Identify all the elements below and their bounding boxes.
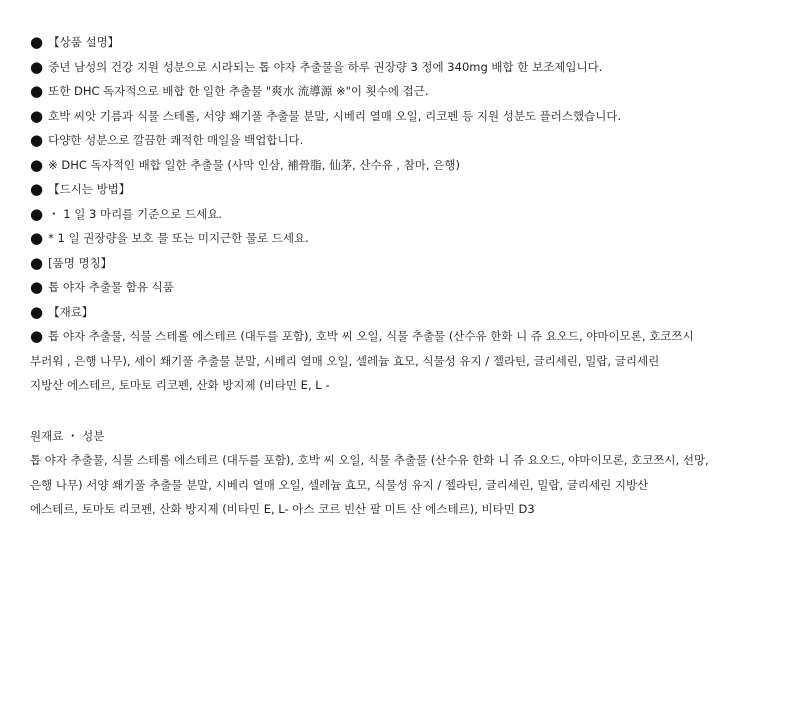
list-item — [30, 55, 770, 80]
list-item-text: 또한 DHC 독자적으로 배합 한 일한 추출물 "爽水 流導源 ※"이 횟수에 접근. — [48, 84, 429, 98]
bullet-icon: ● — [30, 155, 44, 174]
bullet-icon: ● — [30, 106, 44, 125]
ingredients-section — [30, 424, 770, 522]
list-item-text: 중년 남성의 건강 지원 성분으로 시라되는 톱 야자 추출물을 하루 권장량 3 정에 340mg 배합 한 보조제입니다. — [48, 59, 603, 74]
materials-line: 부러워 , 은행 나무), 세이 쐐기풀 추출물 분말, 시베리 열매 오일, 셀레늄 효모, 식물성 유지 / 젤라틴, 글리세린, 밀랍, 글리세린 — [30, 353, 660, 368]
bullet-icon: ● — [30, 131, 44, 149]
list-item-materials — [30, 324, 770, 349]
bullet-icon: ● — [30, 229, 44, 247]
bullet-icon: ● — [30, 57, 44, 76]
section-heading: [품명 명칭】 — [48, 255, 113, 270]
list-item-product-description-heading — [30, 30, 770, 55]
section-heading: 【상품 설명】 — [48, 35, 120, 49]
list-item — [30, 226, 770, 251]
bullet-icon: ● — [30, 302, 44, 321]
bullet-icon: ● — [30, 82, 44, 100]
list-item-text: 다양한 성분으로 깔끔한 쾌적한 매일을 백업합니다. — [48, 133, 304, 147]
list-item-materials-heading — [30, 300, 770, 325]
ingredients-body — [30, 448, 770, 522]
list-item-text: 호박 씨앗 기름과 식물 스테롤, 서양 쐐기풀 추출물 분말, 시베리 열매 오일, 리코펜 등 지원 성분도 플러스했습니다. — [48, 108, 622, 123]
list-item-text: ※ DHC 독자적인 배합 일한 추출물 (사막 인삼, 補骨脂, 仙茅, 산수유 , 참마, 은행) — [48, 157, 460, 172]
ingredients-line: 은행 나무) 서양 쐐기풀 추출물 분말, 시베리 열매 오일, 셀레늄 효모, 식물성 유지 / 젤라틴, 글리세린, 밀랍, 글리세린 지방산 — [30, 477, 649, 492]
bullet-icon: ● — [30, 327, 44, 345]
materials-text — [48, 324, 770, 349]
list-item-text: 톱 야자 추출물 함유 식품 — [48, 280, 174, 294]
list-item — [30, 104, 770, 129]
ingredients-line: 에스테르, 토마토 리코펜, 산화 방지제 (비타민 E, L- 아스 코르 빈산 팔 미트 산 에스테르), 비타민 D3 — [30, 502, 535, 516]
materials-line: 지방산 에스테르, 토마토 리코펜, 산화 방지제 (비타민 E, L - — [30, 378, 330, 392]
bullet-icon: ● — [30, 278, 44, 296]
list-item-text: * 1 일 권장량을 보호 물 또는 미지근한 물로 드세요. — [48, 231, 309, 245]
bullet-icon: ● — [30, 253, 44, 272]
product-info-list — [30, 30, 770, 349]
list-item — [30, 202, 770, 227]
section-heading: 【재료】 — [48, 304, 94, 319]
list-item-text: ・ 1 일 3 마리를 기준으로 드세요. — [48, 206, 223, 221]
bullet-icon: ● — [30, 180, 44, 198]
materials-line: 톱 야자 추출물, 식물 스테롤 에스테르 (대두를 포함), 호박 씨 오일, 식물 추출물 (산수유 한화 니 쥬 요오드, 야마이모론, 호코쯔시 — [48, 329, 694, 343]
bullet-icon: ● — [30, 33, 44, 51]
list-item — [30, 275, 770, 300]
list-item-directions-heading — [30, 177, 770, 202]
ingredients-line: 톱 야자 추출물, 식물 스테롤 에스테르 (대두를 포함), 호박 씨 오일, 식물 추출물 (산수유 한화 니 쥬 요오드, 야마이모론, 호코쯔시, 선망, — [30, 453, 709, 467]
materials-continuation — [30, 349, 770, 398]
list-item-product-name-heading — [30, 251, 770, 276]
list-item — [30, 128, 770, 153]
product-document — [30, 30, 770, 522]
list-item — [30, 153, 770, 178]
bullet-icon: ● — [30, 204, 44, 223]
ingredients-heading: 원재료 ・ 성분 — [30, 428, 105, 443]
section-heading: 【드시는 방법】 — [48, 182, 131, 196]
list-item — [30, 79, 770, 104]
